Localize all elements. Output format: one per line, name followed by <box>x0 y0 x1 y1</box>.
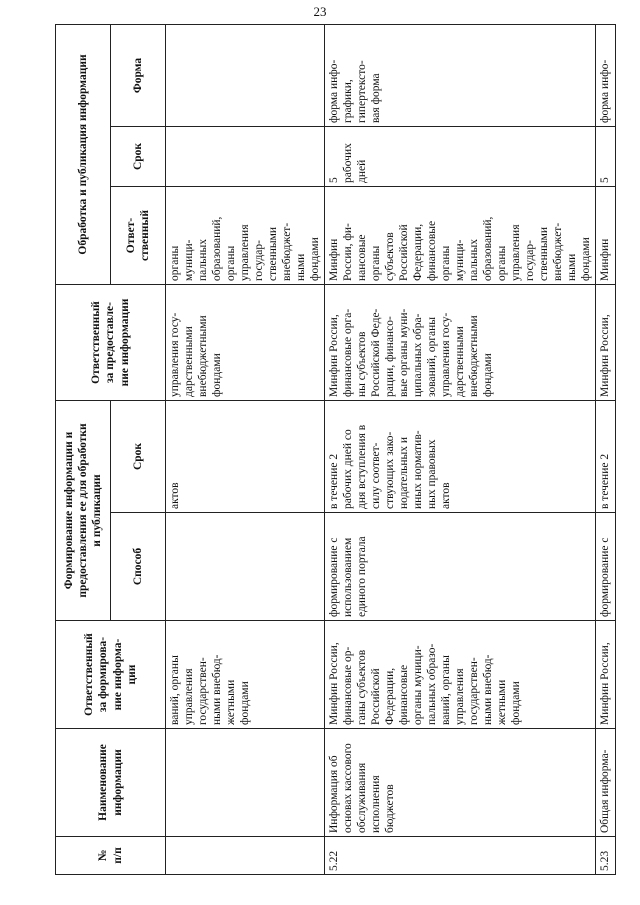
cell-form: форма инфо- <box>596 24 616 126</box>
cell-resp-form: Минфин России, <box>596 621 616 729</box>
cell-resp: Минфин России, фи- нансовые органы субъектов Российской Федерации, финансовые органы муници- пальных образований, органы управления государ- ственными внебюджет- ными фондами <box>325 187 596 285</box>
cell-num <box>166 837 325 875</box>
cell-term: в течение 2 рабочих дней со дня вступления в силу соответ- ствующих зако- нодательных и иных норматив- ных правовых актов <box>325 401 596 513</box>
header-resp: Ответ- ственный <box>111 187 166 285</box>
cell-resp: органы муници- пальных образований, органы управления государ- ственными внебюджет- ными фондами <box>166 187 325 285</box>
table-row <box>325 24 596 874</box>
cell-method: формирование с использованием единого портала <box>325 513 596 621</box>
table-row <box>166 24 325 874</box>
header-term2: Срок <box>111 127 166 187</box>
cell-num: 5.23 <box>596 837 616 875</box>
cell-form <box>166 24 325 126</box>
header-method: Способ <box>111 513 166 621</box>
rotated-table-container <box>55 25 612 875</box>
cell-term: в течение 2 <box>596 401 616 513</box>
cell-term2: 5 <box>596 127 616 187</box>
cell-name: Общая информа- <box>596 729 616 837</box>
header-resp-provide: Ответственный за предоставле- ние информации <box>56 285 166 401</box>
cell-term: актов <box>166 401 325 513</box>
cell-resp-form: ваний, органы управления государствен- ными внебюд- жетными фондами <box>166 621 325 729</box>
header-form-group: Формирование информации и предоставления ее для обработки и публикации <box>56 401 111 621</box>
cell-resp-provide: Минфин России, <box>596 285 616 401</box>
cell-term2 <box>166 127 325 187</box>
header-resp-form: Ответственный за формирова- ние информа- ции <box>56 621 166 729</box>
cell-term2: 5 рабочих дней <box>325 127 596 187</box>
cell-name: Информация об основах кассового обслуживания исполнения бюджетов <box>325 729 596 837</box>
table-row <box>596 24 616 874</box>
info-table <box>55 24 616 875</box>
cell-method <box>166 513 325 621</box>
header-num: № п/п <box>56 837 166 875</box>
cell-form: форма инфо- графики, гипертексто- вая форма <box>325 24 596 126</box>
cell-name <box>166 729 325 837</box>
header-form: Форма <box>111 24 166 126</box>
cell-resp-form: Минфин России, финансовые ор- ганы субъектов Российской Федерации, финансовые органы муници- пальных образо- ваний, органы управления государствен- ными внебюд- жетными фондами <box>325 621 596 729</box>
page-number: 23 <box>313 4 327 19</box>
cell-resp-provide: Минфин России, финансовые орга- ны субъектов Российской Феде- рации, финансо- вые органы муни- ципальных обра- зований, органы управления госу- дарственными внебюджетными фондами <box>325 285 596 401</box>
header-name: Наименование информации <box>56 729 166 837</box>
cell-resp-provide: управления госу- дарственными внебюджетными фондами <box>166 285 325 401</box>
header-process-group: Обработка и публикация информации <box>56 24 111 284</box>
cell-num: 5.22 <box>325 837 596 875</box>
cell-method: формирование с <box>596 513 616 621</box>
cell-resp: Минфин <box>596 187 616 285</box>
header-term: Срок <box>111 401 166 513</box>
